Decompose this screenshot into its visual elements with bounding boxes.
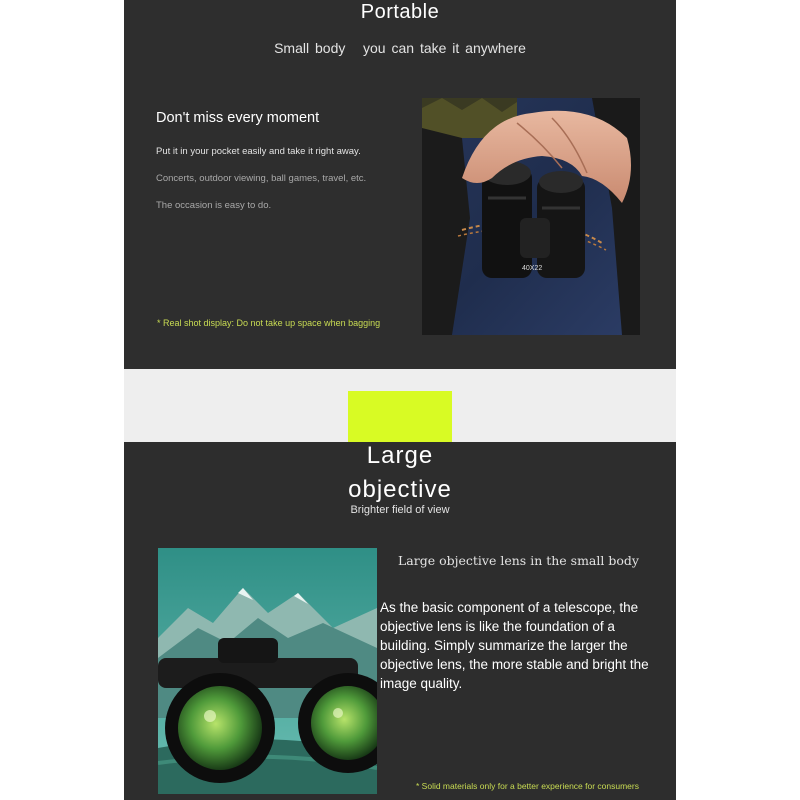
mountain-binoculars-photo [158, 548, 377, 794]
objective-section [124, 442, 676, 800]
objective-note: * Solid materials only for a better experience for consumers [416, 781, 639, 791]
objective-heading: Large objective lens in the small body [398, 553, 639, 568]
portable-heading: Don't miss every moment [156, 110, 320, 126]
objective-title-line-2: objective [348, 476, 452, 503]
binocular-label: 40X22 [522, 265, 543, 272]
objective-subtitle: Brighter field of view [350, 504, 450, 516]
accent-block [348, 391, 452, 442]
objective-title-line-1: Large [366, 442, 434, 469]
portable-subtitle: Small body you can take it anywhere [274, 40, 526, 56]
portable-section [124, 0, 676, 369]
portable-note: * Real shot display: Do not take up space when bagging [157, 318, 381, 328]
portable-title: Portable [360, 1, 440, 23]
portable-line-1: Put it in your pocket easily and take it right away. [156, 146, 361, 157]
pocket-binoculars-photo [422, 98, 640, 335]
portable-line-2: Concerts, outdoor viewing, ball games, travel, etc. [156, 173, 367, 184]
objective-paragraph: As the basic component of a telescope, the objective lens is like the foundation of a building. Simply summarize the larger the objective lens, the more stable and bright the image quality. [380, 600, 649, 691]
portable-line-3: The occasion is easy to do. [156, 200, 272, 211]
